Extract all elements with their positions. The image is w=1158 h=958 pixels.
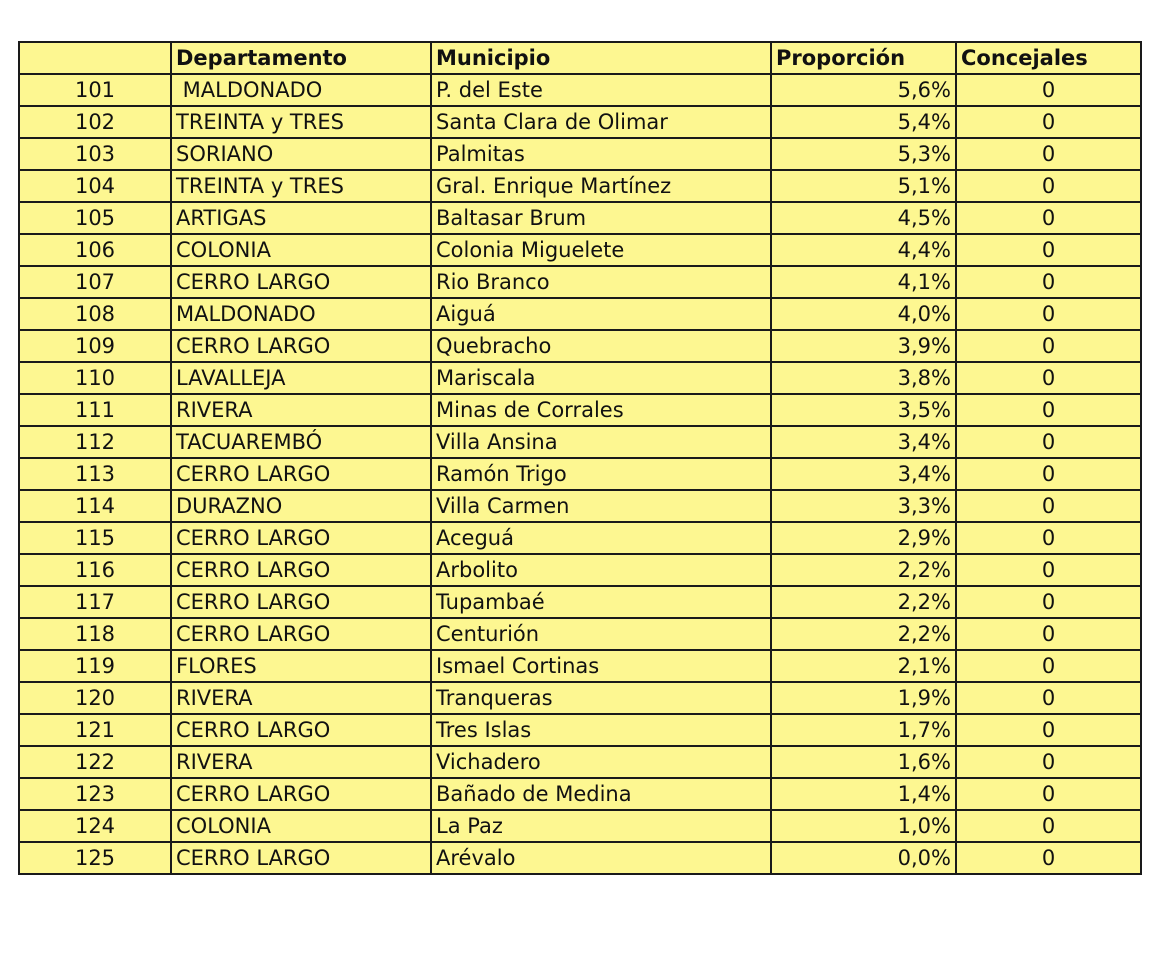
table-row bbox=[19, 618, 1141, 650]
cell-proporcion: 1,4% bbox=[771, 778, 956, 810]
cell-departamento: CERRO LARGO bbox=[171, 842, 431, 874]
cell-municipio: Tranqueras bbox=[431, 682, 771, 714]
cell-proporcion: 2,2% bbox=[771, 586, 956, 618]
cell-departamento: RIVERA bbox=[171, 746, 431, 778]
cell-concejales: 0 bbox=[956, 586, 1141, 618]
cell-proporcion: 1,7% bbox=[771, 714, 956, 746]
cell-proporcion: 5,1% bbox=[771, 170, 956, 202]
cell-departamento: CERRO LARGO bbox=[171, 618, 431, 650]
cell-number: 119 bbox=[19, 650, 171, 682]
table-row bbox=[19, 138, 1141, 170]
cell-departamento: LAVALLEJA bbox=[171, 362, 431, 394]
cell-number: 112 bbox=[19, 426, 171, 458]
cell-departamento: RIVERA bbox=[171, 394, 431, 426]
table-row bbox=[19, 650, 1141, 682]
cell-proporcion: 5,6% bbox=[771, 74, 956, 106]
cell-municipio: Arbolito bbox=[431, 554, 771, 586]
cell-number: 124 bbox=[19, 810, 171, 842]
cell-number: 110 bbox=[19, 362, 171, 394]
cell-number: 111 bbox=[19, 394, 171, 426]
cell-concejales: 0 bbox=[956, 138, 1141, 170]
cell-number: 125 bbox=[19, 842, 171, 874]
cell-proporcion: 3,9% bbox=[771, 330, 956, 362]
cell-proporcion: 3,8% bbox=[771, 362, 956, 394]
table-row bbox=[19, 330, 1141, 362]
cell-municipio: Tres Islas bbox=[431, 714, 771, 746]
cell-municipio: Ismael Cortinas bbox=[431, 650, 771, 682]
cell-departamento: TACUAREMBÓ bbox=[171, 426, 431, 458]
cell-municipio: P. del Este bbox=[431, 74, 771, 106]
cell-municipio: Palmitas bbox=[431, 138, 771, 170]
cell-proporcion: 1,9% bbox=[771, 682, 956, 714]
cell-number: 123 bbox=[19, 778, 171, 810]
cell-departamento: CERRO LARGO bbox=[171, 330, 431, 362]
cell-number: 103 bbox=[19, 138, 171, 170]
cell-municipio: Villa Carmen bbox=[431, 490, 771, 522]
cell-concejales: 0 bbox=[956, 522, 1141, 554]
cell-departamento: CERRO LARGO bbox=[171, 266, 431, 298]
cell-concejales: 0 bbox=[956, 714, 1141, 746]
cell-concejales: 0 bbox=[956, 490, 1141, 522]
header-departamento: Departamento bbox=[171, 42, 431, 74]
cell-municipio: Vichadero bbox=[431, 746, 771, 778]
cell-municipio: Baltasar Brum bbox=[431, 202, 771, 234]
header-concejales: Concejales bbox=[956, 42, 1141, 74]
cell-departamento: DURAZNO bbox=[171, 490, 431, 522]
cell-proporcion: 3,4% bbox=[771, 458, 956, 490]
cell-departamento: MALDONADO bbox=[171, 298, 431, 330]
cell-number: 107 bbox=[19, 266, 171, 298]
header-row bbox=[19, 42, 1141, 74]
table-row bbox=[19, 458, 1141, 490]
cell-municipio: Mariscala bbox=[431, 362, 771, 394]
cell-proporcion: 5,4% bbox=[771, 106, 956, 138]
cell-number: 120 bbox=[19, 682, 171, 714]
cell-number: 113 bbox=[19, 458, 171, 490]
table-row bbox=[19, 842, 1141, 874]
header-index bbox=[19, 42, 171, 74]
table-row bbox=[19, 170, 1141, 202]
cell-number: 102 bbox=[19, 106, 171, 138]
table-row bbox=[19, 74, 1141, 106]
cell-proporcion: 3,3% bbox=[771, 490, 956, 522]
cell-concejales: 0 bbox=[956, 234, 1141, 266]
cell-proporcion: 2,2% bbox=[771, 618, 956, 650]
cell-proporcion: 4,0% bbox=[771, 298, 956, 330]
header-proporcion: Proporción bbox=[771, 42, 956, 74]
cell-number: 117 bbox=[19, 586, 171, 618]
cell-departamento: CERRO LARGO bbox=[171, 554, 431, 586]
cell-concejales: 0 bbox=[956, 618, 1141, 650]
cell-number: 115 bbox=[19, 522, 171, 554]
cell-municipio: Santa Clara de Olimar bbox=[431, 106, 771, 138]
cell-number: 101 bbox=[19, 74, 171, 106]
cell-departamento: RIVERA bbox=[171, 682, 431, 714]
cell-proporcion: 3,5% bbox=[771, 394, 956, 426]
cell-proporcion: 2,2% bbox=[771, 554, 956, 586]
header-municipio: Municipio bbox=[431, 42, 771, 74]
cell-municipio: Bañado de Medina bbox=[431, 778, 771, 810]
table-row bbox=[19, 426, 1141, 458]
cell-departamento: COLONIA bbox=[171, 810, 431, 842]
cell-municipio: Rio Branco bbox=[431, 266, 771, 298]
cell-departamento: CERRO LARGO bbox=[171, 778, 431, 810]
cell-municipio: La Paz bbox=[431, 810, 771, 842]
cell-municipio: Villa Ansina bbox=[431, 426, 771, 458]
cell-departamento: CERRO LARGO bbox=[171, 458, 431, 490]
cell-departamento: SORIANO bbox=[171, 138, 431, 170]
cell-departamento: CERRO LARGO bbox=[171, 714, 431, 746]
table-row bbox=[19, 586, 1141, 618]
cell-number: 104 bbox=[19, 170, 171, 202]
municipios-table bbox=[18, 41, 1142, 875]
table-row bbox=[19, 394, 1141, 426]
cell-number: 121 bbox=[19, 714, 171, 746]
table-row bbox=[19, 746, 1141, 778]
cell-municipio: Gral. Enrique Martínez bbox=[431, 170, 771, 202]
cell-concejales: 0 bbox=[956, 426, 1141, 458]
cell-number: 105 bbox=[19, 202, 171, 234]
table-row bbox=[19, 554, 1141, 586]
cell-departamento: CERRO LARGO bbox=[171, 586, 431, 618]
cell-proporcion: 2,9% bbox=[771, 522, 956, 554]
cell-number: 116 bbox=[19, 554, 171, 586]
cell-concejales: 0 bbox=[956, 362, 1141, 394]
cell-number: 108 bbox=[19, 298, 171, 330]
cell-departamento: TREINTA y TRES bbox=[171, 106, 431, 138]
cell-proporcion: 1,0% bbox=[771, 810, 956, 842]
table-row bbox=[19, 362, 1141, 394]
cell-municipio: Quebracho bbox=[431, 330, 771, 362]
cell-concejales: 0 bbox=[956, 394, 1141, 426]
cell-concejales: 0 bbox=[956, 842, 1141, 874]
table-row bbox=[19, 298, 1141, 330]
cell-municipio: Tupambaé bbox=[431, 586, 771, 618]
table-row bbox=[19, 714, 1141, 746]
cell-concejales: 0 bbox=[956, 746, 1141, 778]
cell-number: 109 bbox=[19, 330, 171, 362]
table-row bbox=[19, 266, 1141, 298]
cell-departamento: MALDONADO bbox=[171, 74, 431, 106]
table-row bbox=[19, 810, 1141, 842]
cell-municipio: Arévalo bbox=[431, 842, 771, 874]
cell-proporcion: 5,3% bbox=[771, 138, 956, 170]
cell-number: 118 bbox=[19, 618, 171, 650]
cell-municipio: Aceguá bbox=[431, 522, 771, 554]
cell-municipio: Minas de Corrales bbox=[431, 394, 771, 426]
table-row bbox=[19, 234, 1141, 266]
cell-proporcion: 3,4% bbox=[771, 426, 956, 458]
cell-proporcion: 4,5% bbox=[771, 202, 956, 234]
table-row bbox=[19, 682, 1141, 714]
cell-departamento: CERRO LARGO bbox=[171, 522, 431, 554]
cell-municipio: Colonia Miguelete bbox=[431, 234, 771, 266]
cell-departamento: ARTIGAS bbox=[171, 202, 431, 234]
cell-proporcion: 0,0% bbox=[771, 842, 956, 874]
cell-concejales: 0 bbox=[956, 554, 1141, 586]
cell-concejales: 0 bbox=[956, 330, 1141, 362]
cell-number: 122 bbox=[19, 746, 171, 778]
cell-municipio: Aiguá bbox=[431, 298, 771, 330]
cell-proporcion: 1,6% bbox=[771, 746, 956, 778]
cell-concejales: 0 bbox=[956, 298, 1141, 330]
cell-concejales: 0 bbox=[956, 682, 1141, 714]
cell-number: 106 bbox=[19, 234, 171, 266]
cell-departamento: COLONIA bbox=[171, 234, 431, 266]
cell-concejales: 0 bbox=[956, 778, 1141, 810]
cell-concejales: 0 bbox=[956, 170, 1141, 202]
cell-concejales: 0 bbox=[956, 74, 1141, 106]
cell-municipio: Centurión bbox=[431, 618, 771, 650]
cell-municipio: Ramón Trigo bbox=[431, 458, 771, 490]
cell-concejales: 0 bbox=[956, 810, 1141, 842]
table-row bbox=[19, 202, 1141, 234]
cell-concejales: 0 bbox=[956, 650, 1141, 682]
table-row bbox=[19, 490, 1141, 522]
cell-proporcion: 4,4% bbox=[771, 234, 956, 266]
cell-departamento: TREINTA y TRES bbox=[171, 170, 431, 202]
cell-departamento: FLORES bbox=[171, 650, 431, 682]
cell-concejales: 0 bbox=[956, 266, 1141, 298]
cell-proporcion: 2,1% bbox=[771, 650, 956, 682]
table-row bbox=[19, 778, 1141, 810]
table-row bbox=[19, 106, 1141, 138]
cell-proporcion: 4,1% bbox=[771, 266, 956, 298]
cell-concejales: 0 bbox=[956, 458, 1141, 490]
table-row bbox=[19, 522, 1141, 554]
cell-concejales: 0 bbox=[956, 106, 1141, 138]
cell-number: 114 bbox=[19, 490, 171, 522]
cell-concejales: 0 bbox=[956, 202, 1141, 234]
